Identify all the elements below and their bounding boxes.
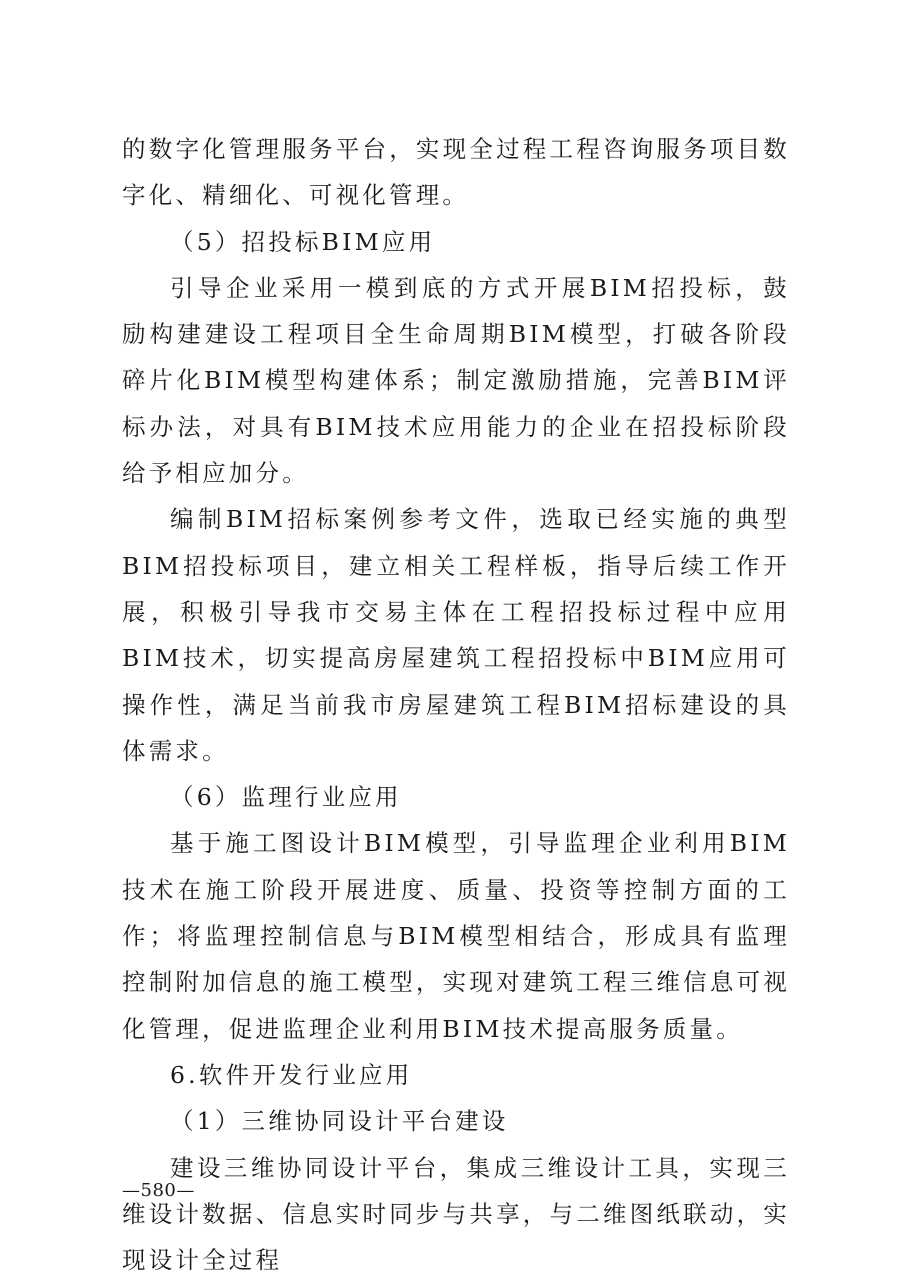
paragraph-bidding-guidance: 引导企业采用一模到底的方式开展BIM招投标，鼓励构建建设工程项目全生命周期BIM模型，打破各阶段碎片化BIM模型构建体系；制定激励措施，完善BIM评标办法，对具有BIM技术应用能力的企业在招投标阶段给予相应加分。 (122, 273, 790, 488)
section-heading-collab-platform: （1）三维协同设计平台建设 (170, 1107, 509, 1136)
paragraph-bidding-cases: 编制BIM招标案例参考文件，选取已经实施的典型BIM招投标项目，建立相关工程样板，指导后续工作开展，积极引导我市交易主体在工程招投标过程中应用BIM技术，切实提高房屋建筑工程招投标中BIM应用可操作性，满足当前我市房屋建筑工程BIM招标建设的具体需求。 (122, 505, 790, 765)
section-heading-software: 6.软件开发行业应用 (170, 1060, 413, 1089)
paragraph-continued: 的数字化管理服务平台，实现全过程工程咨询服务项目数字化、精细化、可视化管理。 (122, 135, 790, 210)
section-heading-bim-bidding: （5）招投标BIM应用 (170, 227, 436, 256)
document-body (122, 126, 790, 1283)
section-heading-supervision: （6）监理行业应用 (170, 783, 402, 812)
paragraph-supervision: 基于施工图设计BIM模型，引导监理企业利用BIM技术在施工阶段开展进度、质量、投资等控制方面的工作；将监理控制信息与BIM模型相结合，形成具有监理控制附加信息的施工模型，实现对建筑工程三维信息可视化管理，促进监理企业利用BIM技术提高服务质量。 (122, 829, 790, 1043)
paragraph-collab-platform: 建设三维协同设计平台，集成三维设计工具，实现三维设计数据、信息实时同步与共享，与二维图纸联动，实现设计全过程 (122, 1153, 790, 1275)
page-number: —580— (122, 1180, 195, 1201)
